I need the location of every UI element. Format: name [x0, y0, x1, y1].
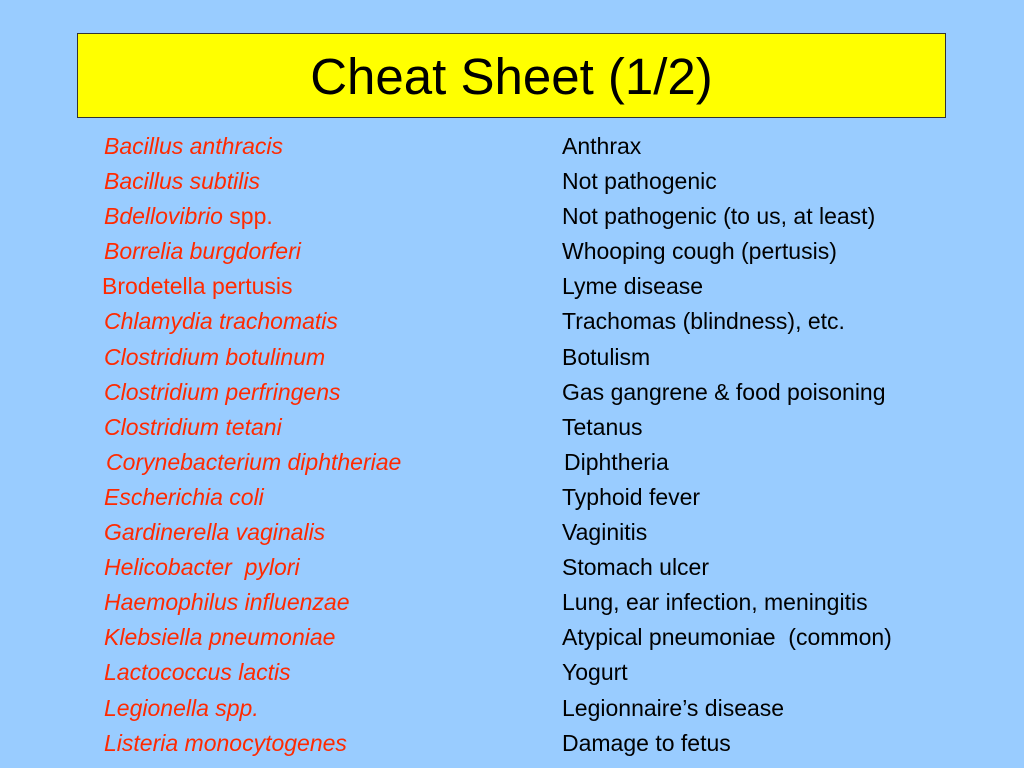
- organism-italic: Escherichia coli: [104, 483, 264, 510]
- organism-suffix: spp.: [222, 203, 273, 230]
- list-item: [0, 445, 1024, 480]
- list-item: [0, 726, 1024, 761]
- disease-name: Whooping cough (pertusis): [562, 238, 837, 265]
- list-item: [0, 269, 1024, 304]
- organism-name: [104, 480, 264, 515]
- organism-name: [102, 269, 293, 304]
- disease-name: Yogurt: [562, 659, 628, 686]
- page-title: Cheat Sheet (1/2): [310, 48, 713, 105]
- disease-name: Lyme disease: [562, 273, 704, 300]
- list-item: [0, 620, 1024, 655]
- title-box: [77, 33, 946, 118]
- organism-italic: Helicobacter pylori: [104, 554, 300, 581]
- list-item: [0, 129, 1024, 164]
- organism-name: [104, 199, 273, 234]
- organism-name: [104, 585, 350, 620]
- organism-name: [104, 655, 291, 690]
- disease-name: Gas gangrene & food poisoning: [562, 378, 886, 405]
- disease-name: Damage to fetus: [562, 729, 731, 756]
- organism-italic: Bacillus subtilis: [104, 168, 260, 195]
- organism-suffix: Brodetella pertusis: [102, 273, 293, 300]
- organism-name: [104, 620, 335, 655]
- list-item: [0, 164, 1024, 199]
- organism-name: [106, 445, 401, 480]
- list-item: [0, 655, 1024, 690]
- organism-italic: Gardinerella vaginalis: [104, 519, 326, 546]
- disease-name: Lung, ear infection, meningitis: [562, 589, 868, 616]
- list-item: [0, 304, 1024, 339]
- organism-disease-list: [0, 129, 1024, 761]
- disease-name: Stomach ulcer: [562, 554, 710, 581]
- organism-name: [104, 164, 260, 199]
- disease-name: Legionnaire’s disease: [562, 694, 785, 721]
- organism-italic: Legionella spp.: [104, 694, 259, 721]
- disease-name: Typhoid fever: [562, 483, 701, 510]
- organism-name: [104, 691, 259, 726]
- disease-name: Botulism: [562, 343, 651, 370]
- organism-name: [104, 340, 325, 375]
- organism-italic: Lactococcus lactis: [104, 659, 291, 686]
- organism-name: [104, 304, 338, 339]
- disease-name: Not pathogenic: [562, 168, 717, 195]
- organism-italic: Listeria monocytogenes: [104, 729, 347, 756]
- disease-name: Tetanus: [562, 413, 643, 440]
- organism-name: [104, 515, 325, 550]
- organism-italic: Klebsiella pneumoniae: [104, 624, 336, 651]
- disease-name: Vaginitis: [562, 519, 648, 546]
- organism-italic: Borrelia burgdorferi: [104, 238, 301, 265]
- list-item: [0, 550, 1024, 585]
- disease-name: Atypical pneumoniae (common): [562, 624, 892, 651]
- organism-name: [104, 410, 282, 445]
- disease-name: Not pathogenic (to us, at least): [562, 203, 876, 230]
- organism-italic: Clostridium botulinum: [104, 343, 326, 370]
- organism-name: [104, 234, 301, 269]
- organism-italic: Bdellovibrio: [104, 203, 223, 230]
- organism-italic: Clostridium perfringens: [104, 378, 341, 405]
- disease-name: Diphtheria: [564, 448, 669, 475]
- list-item: [0, 234, 1024, 269]
- list-item: [0, 410, 1024, 445]
- organism-italic: Chlamydia trachomatis: [104, 308, 338, 335]
- list-item: [0, 691, 1024, 726]
- organism-name: [104, 726, 347, 761]
- organism-italic: Bacillus anthracis: [104, 133, 283, 159]
- organism-name: [104, 375, 340, 410]
- list-item: [0, 375, 1024, 410]
- list-item: [0, 515, 1024, 550]
- organism-name: [104, 129, 283, 164]
- disease-name: Anthrax: [562, 133, 642, 159]
- organism-name: [104, 550, 300, 585]
- disease-name: Trachomas (blindness), etc.: [562, 308, 845, 335]
- list-item: [0, 480, 1024, 515]
- list-item: [0, 340, 1024, 375]
- organism-italic: Corynebacterium diphtheriae: [106, 448, 402, 475]
- organism-italic: Clostridium tetani: [104, 413, 282, 440]
- organism-italic: Haemophilus influenzae: [104, 589, 350, 616]
- list-item: [0, 585, 1024, 620]
- list-item: [0, 199, 1024, 234]
